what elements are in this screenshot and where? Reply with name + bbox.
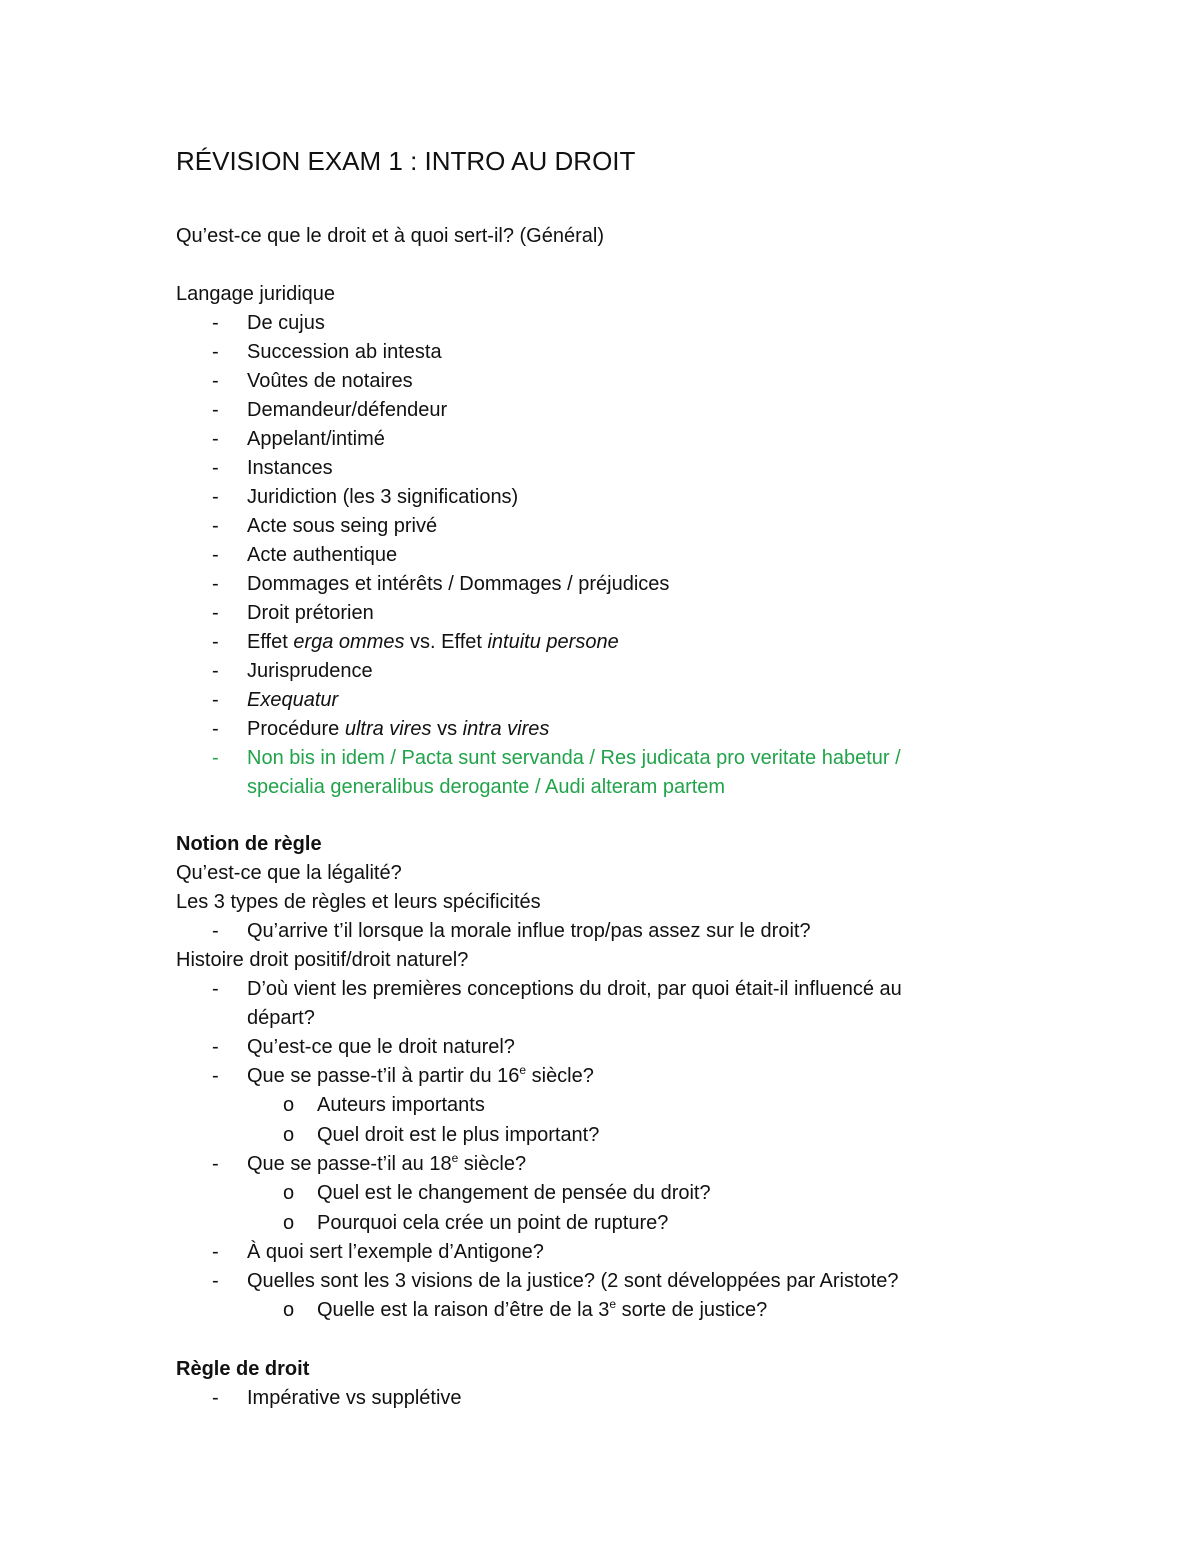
spacer: [176, 179, 976, 222]
dash-bullet: -: [212, 660, 219, 682]
list-item: [176, 657, 976, 686]
sub-list-item: [176, 1179, 976, 1209]
sub-item-text: [317, 1299, 767, 1321]
dash-bullet: -: [212, 631, 219, 653]
intro-question: Qu’est-ce que le droit et à quoi sert-il? (Général): [176, 225, 604, 247]
circle-bullet: o: [283, 1299, 295, 1321]
list-item-text: Juridiction (les 3 significations): [247, 486, 519, 508]
section-regle-heading: Règle de droit: [176, 1357, 310, 1380]
maxims-line-1: Non bis in idem / Pacta sunt servanda / Res judicata pro veritate habetur /: [247, 747, 901, 769]
procedure-italic-1: ultra vires: [344, 718, 432, 740]
effet-text-2: vs. Effet: [404, 631, 488, 653]
list-item-text: Succession ab intesta: [247, 341, 442, 363]
list-item: [176, 1150, 976, 1179]
superscript: e: [519, 1063, 527, 1077]
langage-list: [176, 309, 976, 802]
dash-bullet: -: [212, 515, 219, 537]
s18-text-end: siècle?: [458, 1153, 527, 1175]
dash-bullet: -: [212, 747, 219, 769]
dash-bullet: -: [212, 718, 219, 740]
document-title: RÉVISION EXAM 1 : INTRO AU DROIT: [176, 146, 636, 176]
section-langage-heading: Langage juridique: [176, 283, 336, 305]
spacer: [176, 1326, 976, 1355]
dash-bullet: -: [212, 1065, 219, 1087]
list-item-text-italic: Exequatur: [247, 689, 339, 711]
procedure-text-2: vs: [431, 718, 463, 740]
sub-list-item: [176, 1121, 976, 1151]
sub-list-item: [176, 1296, 976, 1326]
list-item: [176, 917, 976, 946]
s16-text-end: siècle?: [526, 1065, 594, 1087]
sub-list-item: [176, 1091, 976, 1121]
notion-legalite: Qu’est-ce que la légalité?: [176, 862, 402, 884]
list-item-text: Voûtes de notaires: [247, 370, 413, 392]
list-item: [176, 483, 976, 512]
list-item-text: Demandeur/défendeur: [247, 399, 448, 421]
dash-bullet: -: [212, 370, 219, 392]
procedure-italic-2: intra vires: [462, 718, 550, 740]
raison-text: Quelle est la raison d’être de la 3: [317, 1299, 610, 1321]
dash-bullet: -: [212, 544, 219, 566]
conceptions-line-2: départ?: [247, 1007, 315, 1029]
superscript: e: [451, 1151, 459, 1165]
raison-text-end: sorte de justice?: [616, 1299, 768, 1321]
list-item: [176, 570, 976, 599]
list-item: [176, 338, 976, 367]
dash-bullet: -: [212, 1270, 219, 1292]
list-item: [176, 1384, 976, 1413]
sub-item-text: Quel droit est le plus important?: [317, 1123, 600, 1146]
list-item-text: [247, 1150, 976, 1179]
list-item-text: Acte sous seing privé: [247, 515, 438, 537]
dash-bullet: -: [212, 920, 219, 942]
list-item: [176, 396, 976, 425]
dash-bullet: -: [212, 689, 219, 711]
procedure-text-1: Procédure: [247, 718, 345, 740]
list-item: [176, 425, 976, 454]
list-item: [176, 309, 976, 338]
list-item-text: Acte authentique: [247, 544, 398, 566]
spacer: [176, 251, 976, 280]
list-item: [176, 1267, 976, 1296]
dash-bullet: -: [212, 1153, 219, 1175]
list-item-text: [247, 628, 976, 657]
list-item-text: [247, 1062, 976, 1091]
list-item-text: Instances: [247, 457, 333, 479]
list-item-text: Appelant/intimé: [247, 428, 385, 450]
dash-bullet: -: [212, 399, 219, 421]
spacer: [176, 802, 976, 830]
dash-bullet: -: [212, 486, 219, 508]
list-item-text: Impérative vs supplétive: [247, 1386, 462, 1409]
s18-text: Que se passe-t’il au 18: [247, 1153, 452, 1175]
conceptions-line-1: D’où vient les premières conceptions du droit, par quoi était-il influencé au: [247, 978, 902, 1000]
list-item: [176, 975, 976, 1033]
effet-italic-2: intuitu persone: [487, 631, 619, 653]
sub-list-item: [176, 1209, 976, 1239]
list-item: [176, 367, 976, 396]
dash-bullet: -: [212, 978, 219, 1000]
dash-bullet: -: [212, 341, 219, 363]
list-item: [176, 541, 976, 570]
list-item-text: À quoi sert l’exemple d’Antigone?: [247, 1241, 544, 1263]
sub-item-text: Quel est le changement de pensée du droit?: [317, 1182, 711, 1204]
list-item-text: Dommages et intérêts / Dommages / préjudices: [247, 573, 670, 595]
list-item: [176, 686, 976, 715]
sub-item-text: Pourquoi cela crée un point de rupture?: [317, 1211, 669, 1234]
dash-bullet: -: [212, 312, 219, 334]
superscript: e: [609, 1297, 617, 1311]
list-item-text: Qu’arrive t’il lorsque la morale influe trop/pas assez sur le droit?: [247, 920, 811, 942]
list-item-text: [247, 715, 976, 744]
document-page: [176, 143, 976, 1413]
circle-bullet: o: [283, 1182, 295, 1204]
section-notion-heading: Notion de règle: [176, 833, 322, 855]
sub-item-text: Auteurs importants: [317, 1094, 485, 1116]
list-item-text: De cujus: [247, 312, 325, 334]
list-item-effet: [176, 628, 976, 657]
list-item: [176, 1062, 976, 1091]
list-item: [176, 1033, 976, 1062]
dash-bullet: -: [212, 1241, 219, 1263]
circle-bullet: o: [283, 1123, 295, 1146]
dash-bullet: -: [212, 428, 219, 450]
list-item: [176, 599, 976, 628]
list-item-text: Quelles sont les 3 visions de la justice? (2 sont développées par Aristote?: [247, 1270, 899, 1292]
circle-bullet: o: [283, 1211, 295, 1234]
list-item-text: Qu’est-ce que le droit naturel?: [247, 1036, 515, 1058]
list-item-text: Jurisprudence: [247, 660, 373, 682]
notion-types: Les 3 types de règles et leurs spécificités: [176, 891, 541, 913]
dash-bullet: -: [212, 457, 219, 479]
effet-italic-1: erga ommes: [293, 631, 405, 653]
list-item-procedure: [176, 715, 976, 744]
list-item: [176, 1238, 976, 1267]
list-item-maxims: [176, 744, 976, 802]
effet-text-1: Effet: [247, 631, 294, 653]
list-item: [176, 454, 976, 483]
list-item: [176, 512, 976, 541]
maxims-line-2: specialia generalibus derogante / Audi alteram partem: [247, 776, 726, 798]
dash-bullet: -: [212, 1036, 219, 1058]
list-item-text: Droit prétorien: [247, 602, 374, 624]
s16-text: Que se passe-t’il à partir du 16: [247, 1065, 520, 1087]
dash-bullet: -: [212, 602, 219, 624]
notion-histoire: Histoire droit positif/droit naturel?: [176, 949, 469, 971]
circle-bullet: o: [283, 1094, 295, 1116]
dash-bullet: -: [212, 573, 219, 595]
dash-bullet: -: [212, 1386, 219, 1409]
